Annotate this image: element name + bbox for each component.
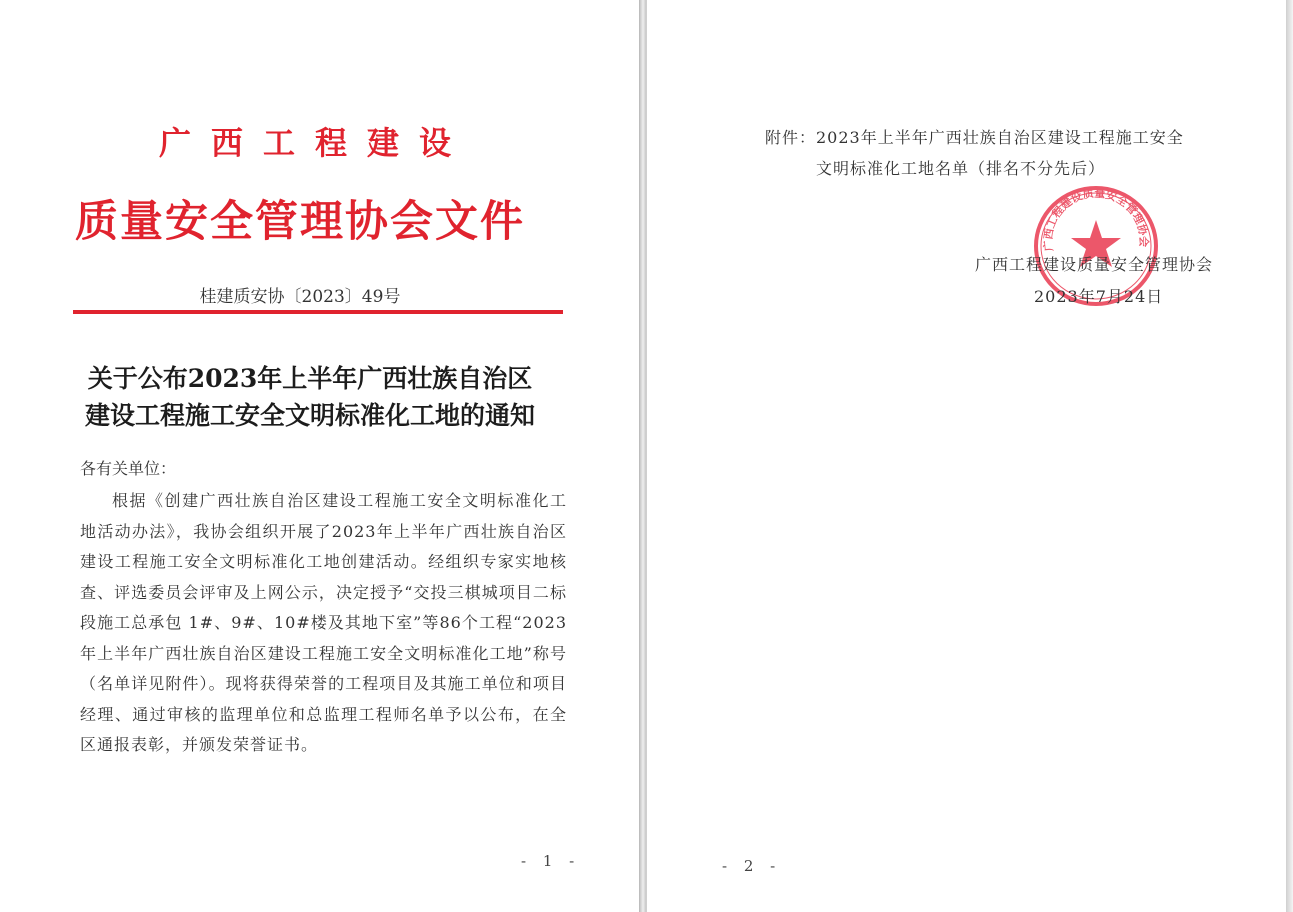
attachment-line-1: 附件：2023年上半年广西壮族自治区建设工程施工安全 (765, 128, 1184, 147)
seal-text: 广西工程建设质量安全管理协会 (1041, 186, 1151, 252)
salutation: 各有关单位： (80, 459, 177, 478)
page-number-1: - 1 - (521, 852, 581, 870)
letterhead-org-name: 广西工程建设 (158, 124, 471, 162)
letterhead-red-rule (73, 310, 563, 314)
document-number: 桂建质安协〔2023〕49号 (199, 287, 401, 307)
signature-organization: 广西工程建设质量安全管理协会 (975, 255, 1214, 274)
signature-date: 2023年7月24日 (1034, 287, 1164, 306)
attachment-line-2: 文明标准化工地名单（排名不分先后） (816, 159, 1106, 178)
page-1 (0, 0, 640, 912)
document-title (60, 360, 560, 434)
letterhead-document-type: 质量安全管理协会文件 (75, 197, 525, 247)
body-paragraph: 根据《创建广西壮族自治区建设工程施工安全文明标准化工地活动办法》，我协会组织开展了2023年上半年广西壮族自治区建设工程施工安全文明标准化工地创建活动。经组织专家实地核查、评选委员会评审及上网公示，决定授予“交投三棋城项目二标段施工总承包 1#、9#、10#楼及其地下室”等86个工程“2023年上半年广西壮族自治区建设工程施工安全文明标准化工地”称号（名单详见附件）。现将获得荣誉的工程项目及其施工单位和项目经理、通过审核的监理单位和总监理工程师名单予以公布，在全区通报表彰，并颁发荣誉证书。 (80, 491, 567, 754)
document-title-line-1: 关于公布2023年上半年广西壮族自治区 (87, 364, 533, 393)
page-number-2: - 2 - (722, 857, 782, 875)
right-page-edge (1286, 0, 1293, 912)
document-title-line-2: 建设工程施工安全文明标准化工地的通知 (84, 401, 535, 430)
